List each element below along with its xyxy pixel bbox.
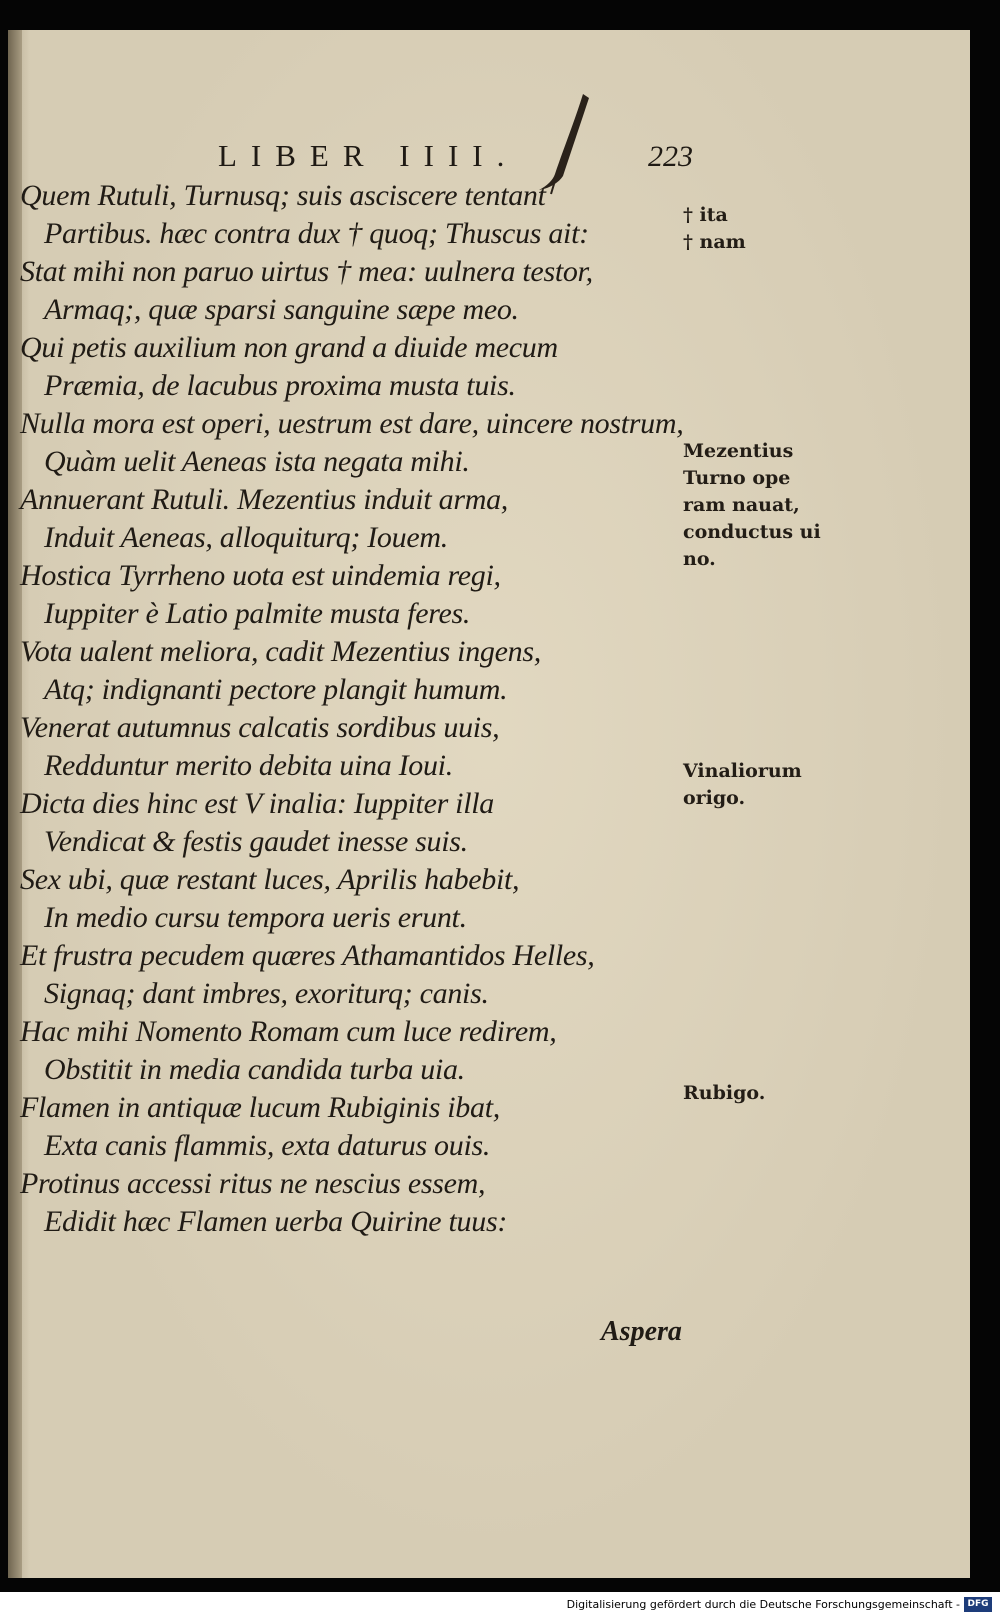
verse-line: Flamen in antiquæ lucum Rubiginis ibat, xyxy=(20,1091,500,1124)
catchword: Aspera xyxy=(601,1316,682,1347)
verse-line: Et frustra pecudem quæres Athamantidos Helles, xyxy=(20,939,595,972)
margin-note-mezentius: Mezentius Turno ope ram nauat, conductus ui no. xyxy=(683,440,821,570)
verse-line: Atq; indignanti pectore plangit humum. xyxy=(44,673,508,706)
verse-line: Dicta dies hinc est V inalia: Iuppiter illa xyxy=(20,787,494,820)
verse-line: Induit Aeneas, alloquiturq; Iouem. xyxy=(44,521,448,554)
verse-line: Sex ubi, quæ restant luces, Aprilis habebit, xyxy=(20,863,520,896)
verse-line: Qui petis auxilium non grand a diuide mecum xyxy=(20,331,558,364)
verse-line: Protinus accessi ritus ne nescius essem, xyxy=(20,1167,486,1200)
verse-line: Hostica Tyrrheno uota est uindemia regi, xyxy=(20,559,501,592)
book-page xyxy=(8,30,970,1578)
verse-line: Nulla mora est operi, uestrum est dare, uincere nostrum, xyxy=(20,407,684,440)
verse-line: Partibus. hæc contra dux † quoq; Thuscus ait: xyxy=(44,217,589,250)
verse-line: Stat mihi non paruo uirtus † mea: uulnera testor, xyxy=(20,255,593,288)
verse-line: Iuppiter è Latio palmite musta feres. xyxy=(44,597,471,630)
verse-line: Præmia, de lacubus proxima musta tuis. xyxy=(44,369,516,402)
verse-line: Obstitit in media candida turba uia. xyxy=(44,1053,465,1086)
margin-note-vinalia: Vinaliorum origo. xyxy=(683,760,802,809)
dfg-logo: DFG xyxy=(964,1597,992,1612)
verse-line: In medio cursu tempora ueris erunt. xyxy=(44,901,467,934)
verse-line: Signaq; dant imbres, exoriturq; canis. xyxy=(44,977,489,1010)
verse-line: Redduntur merito debita uina Ioui. xyxy=(44,749,453,782)
verse-line: Exta canis flammis, exta daturus ouis. xyxy=(44,1129,491,1162)
folio-number: 223 xyxy=(648,140,693,173)
verse-line: Vendicat & festis gaudet inesse suis. xyxy=(44,825,468,858)
verse-line: Vota ualent meliora, cadit Mezentius ingens, xyxy=(20,635,541,668)
verse-line: Venerat autumnus calcatis sordibus uuis, xyxy=(20,711,500,744)
verse-line: Quàm uelit Aeneas ista negata mihi. xyxy=(44,445,470,478)
running-title: LIBER IIII. xyxy=(218,138,519,173)
verse-line: Edidit hæc Flamen uerba Quirine tuus: xyxy=(44,1205,508,1238)
margin-note-variants: † ita † nam xyxy=(683,204,746,253)
verse-line: Annuerant Rutuli. Mezentius induit arma, xyxy=(20,483,508,516)
margin-note-rubigo: Rubigo. xyxy=(683,1082,766,1104)
digitization-footer xyxy=(0,1592,1000,1620)
verse-line: Hac mihi Nomento Romam cum luce redirem, xyxy=(20,1015,557,1048)
verse-line: Quem Rutuli, Turnusq; suis asciscere tentant xyxy=(20,179,546,212)
funding-credit: Digitalisierung gefördert durch die Deutsche Forschungsgemeinschaft - xyxy=(566,1598,960,1611)
verse-line: Armaq;, quæ sparsi sanguine sæpe meo. xyxy=(44,293,519,326)
